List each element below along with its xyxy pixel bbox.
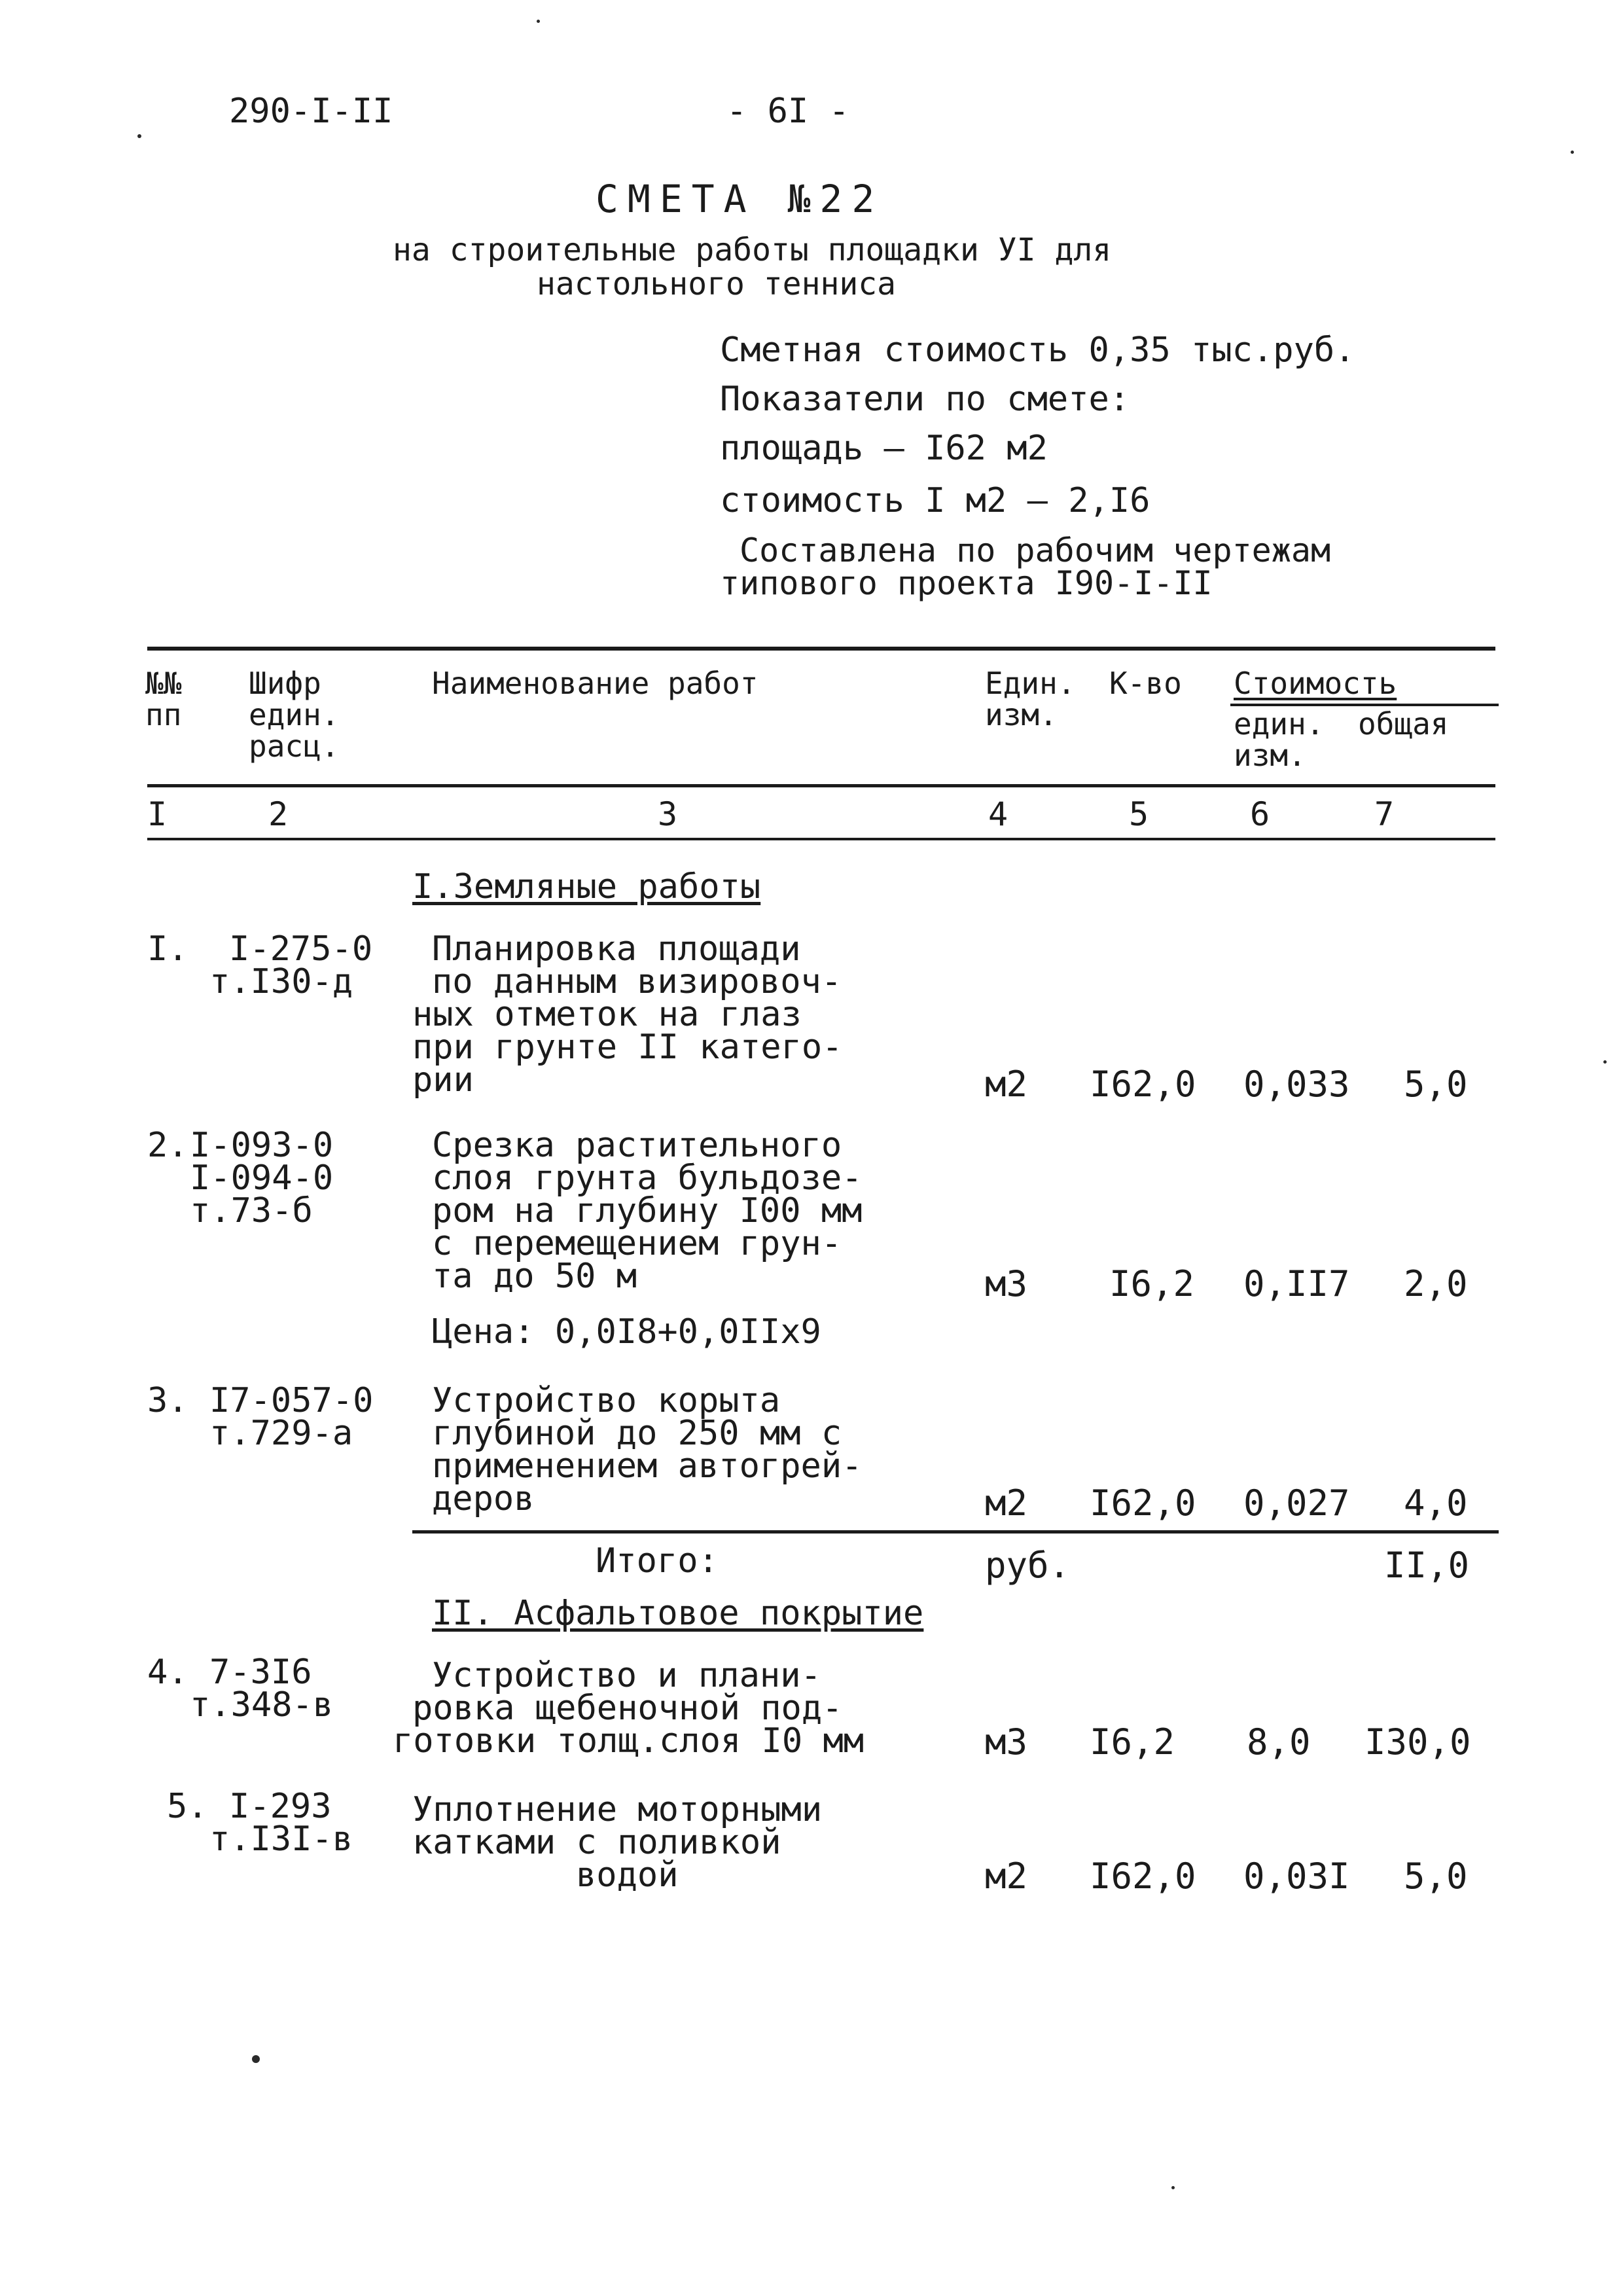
header-num-line-1: №№ [145,666,182,701]
total-cost: 5,0 [1404,1064,1468,1105]
header-code-line-1: Шифр [249,666,321,701]
work-name: деров [432,1479,535,1518]
work-name: Срезка растительного [432,1126,842,1165]
row-number: 3. [147,1381,188,1420]
unit-price: 0,03I [1243,1856,1350,1897]
work-name: ром на глубину I00 мм [432,1191,863,1230]
column-number-1: I [147,795,168,833]
rate-code: т.348-в [190,1685,334,1725]
header-num-line-2: пп [145,697,182,732]
work-name: Уплотнение моторными [412,1790,823,1829]
work-name: катками с поливкой [412,1823,781,1862]
work-name: с перемещением грун- [432,1224,842,1263]
indicators-label: Показатели по смете: [720,380,1130,419]
scan-speck [1171,2186,1175,2189]
unit-price: 8,0 [1247,1721,1311,1763]
area-indicator: площадь — I62 м2 [720,429,1048,468]
quantity: I6,2 [1090,1721,1175,1763]
column-number-3: 3 [658,795,678,833]
total-cost: 2,0 [1404,1263,1468,1304]
header-cost-unit-line-1: един. [1234,706,1325,742]
unit: м2 [985,1856,1028,1897]
work-name: ных отметок на глаз [412,995,802,1034]
header-cost-total: общая [1358,706,1449,742]
header-qty: К-во [1109,666,1182,701]
subtotal-label: Итого: [596,1541,719,1581]
work-name: рии [412,1060,474,1100]
row-number: 4. [147,1653,188,1692]
document-subtitle-line-1: на строительные работы площадки УI для [393,232,1112,268]
document-code: 290-I-II [229,92,393,131]
column-number-2: 2 [268,795,289,833]
rate-code: т.I30-д [209,962,353,1001]
estimated-cost: Сметная стоимость 0,35 тыс.руб. [720,331,1355,370]
rate-code: т.729-а [209,1414,353,1453]
row-number: 2. [147,1126,188,1165]
unit: м3 [985,1263,1028,1304]
column-number-6: 6 [1250,795,1270,833]
quantity: I6,2 [1109,1263,1195,1304]
subtotal-unit: руб. [985,1545,1071,1586]
page-number: - 6I - [726,92,849,131]
work-name: по данным визировоч- [432,962,842,1001]
work-name: ровка щебеночной под- [412,1689,843,1728]
column-number-7: 7 [1374,795,1395,833]
header-cost: Стоимость [1234,666,1397,701]
price-formula: Цена: 0,0I8+0,0IIх9 [432,1312,821,1352]
unit-price: 0,033 [1243,1064,1350,1105]
header-code-line-2: един. [249,697,340,732]
rate-code: 7-3I6 [209,1653,312,1692]
rate-code: I-093-0 [190,1126,334,1165]
section-title: I.Земляные работы [412,867,761,906]
quantity: I62,0 [1090,1482,1196,1524]
work-name: при грунте II катего- [412,1028,843,1067]
section-title: II. Асфальтовое покрытие [432,1594,924,1633]
compiled-note-line-1: Составлена по рабочим чертежам [740,531,1331,569]
work-name: водой [576,1856,679,1895]
header-cost-unit-line-2: изм. [1234,738,1306,773]
total-cost: I30,0 [1364,1721,1471,1763]
scan-speck [1571,151,1574,154]
unit-price: 0,027 [1243,1482,1350,1524]
column-number-5: 5 [1129,795,1149,833]
row-number: 5. [167,1787,208,1826]
unit: м3 [985,1721,1028,1763]
unit-price: 0,II7 [1243,1263,1350,1304]
rate-code: I7-057-0 [209,1381,374,1420]
work-name: глубиной до 250 мм с [432,1414,842,1453]
total-cost: 5,0 [1404,1856,1468,1897]
rate-code: т.73-б [190,1191,313,1230]
header-bottom-rule [147,784,1495,787]
table-top-rule [147,647,1495,651]
work-name: Планировка площади [432,929,801,969]
row-number: I. [147,929,188,969]
unit: м2 [985,1064,1028,1105]
work-name: слоя грунта бульдозе- [432,1158,863,1198]
scan-speck [252,2055,260,2063]
document-subtitle-line-2: настольного тенниса [537,266,897,302]
rate-code: I-275-0 [229,929,373,969]
quantity: I62,0 [1090,1064,1196,1105]
header-unit-line-2: изм. [985,697,1058,732]
work-name: применением автогрей- [432,1446,863,1486]
header-unit-line-1: Един. [985,666,1076,701]
header-code-line-3: расц. [249,728,340,764]
work-name: та до 50 м [432,1257,637,1296]
scan-speck [1603,1060,1607,1064]
compiled-note-line-2: типового проекта I90-I-II [720,564,1213,602]
column-number-4: 4 [988,795,1008,833]
document-title: СМЕТА №22 [596,177,884,221]
subtotal-rule [412,1530,1499,1534]
quantity: I62,0 [1090,1856,1196,1897]
total-cost: 4,0 [1404,1482,1468,1524]
work-name: Устройство и плани- [432,1656,821,1695]
rate-code: I-293 [229,1787,332,1826]
scan-speck [537,20,540,23]
column-numbers-rule [147,838,1495,840]
unit: м2 [985,1482,1028,1524]
rate-code: т.I3I-в [209,1820,353,1859]
header-name: Наименование работ [432,666,758,701]
work-name: готовки толщ.слоя I0 мм [393,1721,865,1761]
scan-speck [137,134,141,138]
work-name: Устройство корыта [432,1381,781,1420]
rate-code: I-094-0 [190,1158,334,1198]
unit-cost-indicator: стоимость I м2 — 2,I6 [720,481,1150,520]
subtotal-total: II,0 [1384,1545,1470,1586]
